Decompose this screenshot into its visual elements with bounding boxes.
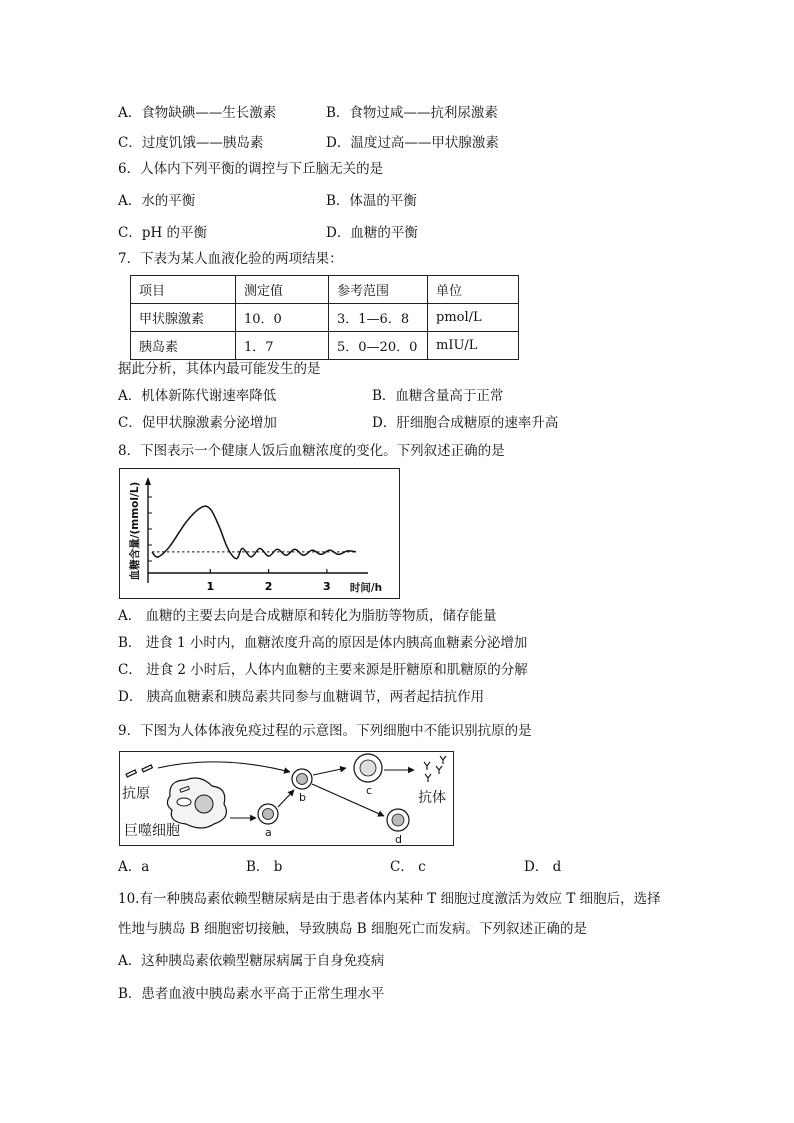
- q9-option-d: D． d: [524, 859, 562, 875]
- blood-test-table: [130, 275, 519, 360]
- table-header-row: [131, 276, 519, 304]
- antibody-label: 抗体: [418, 790, 446, 806]
- table-header: 参考范围: [329, 276, 428, 304]
- q9-option-a: A．a: [118, 859, 150, 875]
- immune-diagram-svg: [120, 752, 453, 845]
- arrow-b-to-d: [312, 784, 384, 816]
- table-header: 单位: [428, 276, 519, 304]
- y-axis-arrow: [145, 477, 151, 485]
- q7-after-text: 据此分析，其体内最可能发生的是: [118, 361, 321, 377]
- table-header: 测定值: [236, 276, 329, 304]
- q9-option-b: B． b: [246, 859, 283, 875]
- q5-option-b: B．食物过咸——抗利尿激素: [326, 105, 498, 121]
- macrophage-label: 巨噬细胞: [124, 823, 180, 839]
- table-header: 项目: [131, 276, 236, 304]
- antibody-icon: [424, 756, 446, 782]
- q6-option-c: C．pH 的平衡: [118, 225, 208, 241]
- q10-stem-line2: 性地与胰岛 B 细胞密切接触，导致胰岛 B 细胞死亡而发病。下列叙述正确的是: [118, 921, 588, 937]
- q7-option-c: C．促甲状腺激素分泌增加: [118, 415, 277, 431]
- q8-stem: 8．下图表示一个健康人饭后血糖浓度的变化。下列叙述正确的是: [118, 443, 505, 459]
- table-cell: mIU/L: [428, 332, 519, 360]
- table-row: [131, 332, 519, 360]
- arrow-a-to-b: [278, 790, 294, 807]
- cell-c-label: c: [366, 784, 373, 797]
- immune-process-diagram: [119, 751, 454, 846]
- table-row: [131, 304, 519, 332]
- x-tick-label: 3: [323, 580, 331, 593]
- q5-option-c: C．过度饥饿——胰岛素: [118, 135, 264, 151]
- macrophage-nucleus-icon: [195, 795, 213, 813]
- blood-glucose-chart-svg: [120, 469, 399, 598]
- q5-option-d: D．温度过高——甲状腺激素: [326, 135, 499, 151]
- q7-stem: 7．下表为某人血液化验的两项结果：: [118, 251, 343, 267]
- q6-option-b: B．体温的平衡: [326, 193, 417, 209]
- cell-b-label: b: [299, 791, 306, 804]
- arrow-antigen-to-b: [158, 762, 290, 772]
- q7-option-d: D．肝细胞合成糖原的速率升高: [372, 415, 559, 431]
- q8-option-b: B． 进食 1 小时内，血糖浓度升高的原因是体内胰高血糖素分泌增加: [118, 635, 528, 651]
- y-axis-label: 血糖含量/(mmol/L): [129, 481, 141, 581]
- q7-option-b: B．血糖含量高于正常: [372, 388, 504, 404]
- table-cell: 1．7: [236, 332, 329, 360]
- table-cell: pmol/L: [428, 304, 519, 332]
- x-tick-label: 1: [206, 580, 215, 593]
- q6-option-d: D．血糖的平衡: [326, 225, 418, 241]
- q5-option-a: A．食物缺碘——生长激素: [118, 105, 277, 121]
- q9-option-c: C． c: [390, 859, 426, 875]
- q8-option-d: D． 胰高血糖素和胰岛素共同参与血糖调节，两者起拮抗作用: [118, 689, 485, 705]
- q10-option-b: B．患者血液中胰岛素水平高于正常生理水平: [118, 986, 385, 1002]
- blood-glucose-chart: [119, 468, 400, 599]
- q7-option-a: A．机体新陈代谢速率降低: [118, 388, 277, 404]
- q8-option-c: C． 进食 2 小时后，人体内血糖的主要来源是肝糖原和肌糖原的分解: [118, 662, 528, 678]
- cell-a-label: a: [265, 826, 272, 839]
- x-tick-label: 2: [264, 580, 273, 593]
- table-cell: 10．0: [236, 304, 329, 332]
- antigen-particles-icon: [126, 765, 152, 777]
- cell-d-label: d: [395, 833, 402, 845]
- macrophage-vesicle-icon: [177, 798, 191, 806]
- q10-option-a: A．这种胰岛素依赖型糖尿病属于自身免疫病: [118, 953, 385, 969]
- table-cell: 3．1—6．8: [329, 304, 428, 332]
- antigen-label: 抗原: [122, 786, 150, 802]
- q8-option-a: A． 血糖的主要去向是合成糖原和转化为脂肪等物质，储存能量: [118, 608, 497, 624]
- table-cell: 胰岛素: [131, 332, 236, 360]
- x-axis-label: 时间/h: [349, 582, 383, 594]
- q6-stem: 6．人体内下列平衡的调控与下丘脑无关的是: [118, 161, 384, 177]
- table-cell: 5．0—20．0: [329, 332, 428, 360]
- arrow-b-to-c: [313, 768, 346, 775]
- table-cell: 甲状腺激素: [131, 304, 236, 332]
- q10-stem-line1: 10.有一种胰岛素依赖型糖尿病是由于患者体内某种 T 细胞过度激活为效应 T 细胞后，选择: [118, 891, 661, 907]
- glucose-curve: [152, 506, 356, 559]
- q9-stem: 9．下图为人体体液免疫过程的示意图。下列细胞中不能识别抗原的是: [118, 723, 532, 739]
- q6-option-a: A．水的平衡: [118, 193, 196, 209]
